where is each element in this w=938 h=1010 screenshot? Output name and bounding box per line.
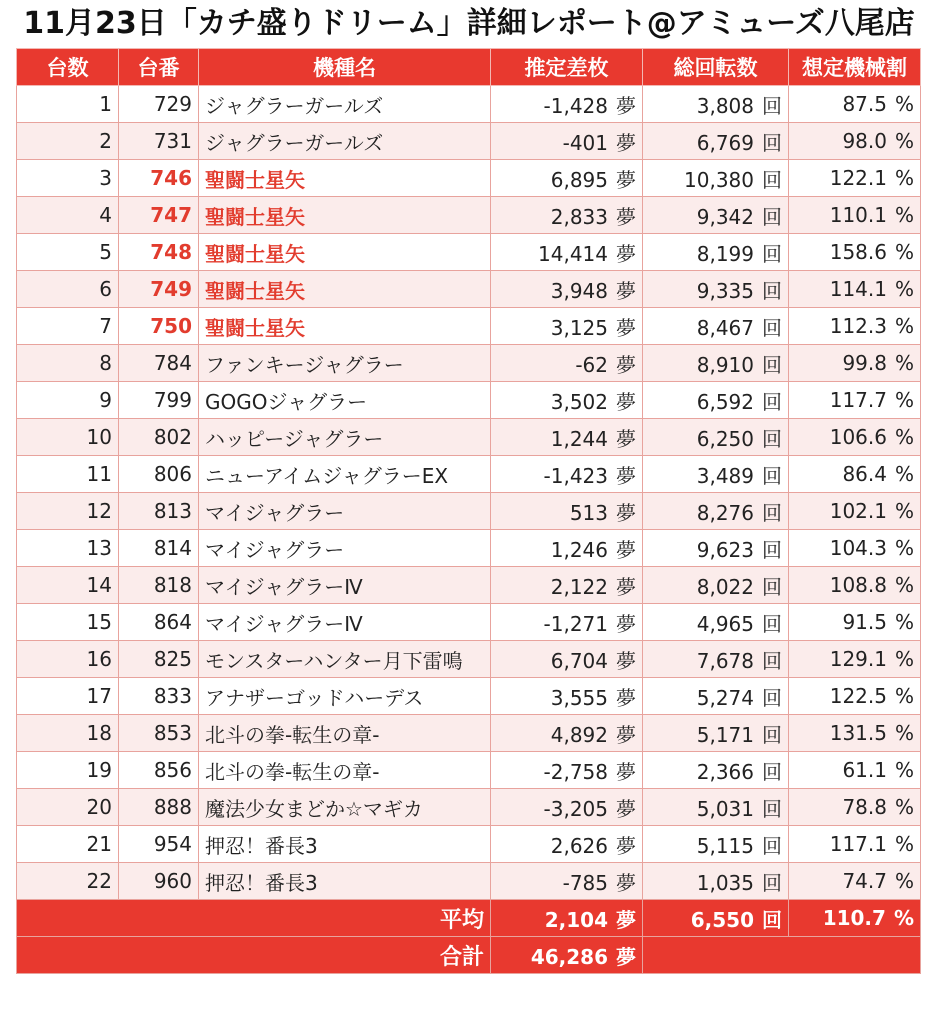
table-row <box>17 123 921 160</box>
cell-model-name: ジャグラーガールズ <box>199 123 491 160</box>
cell-model-name: GOGOジャグラー <box>199 382 491 419</box>
cell-payout-rate: 78.8 % <box>789 789 921 826</box>
cell-total-spins: 5,171 回 <box>643 715 789 752</box>
cell-estimated-diff: 3,948 夢 <box>491 271 643 308</box>
cell-count: 1 <box>17 86 119 123</box>
cell-payout-rate: 122.5 % <box>789 678 921 715</box>
cell-model-name: マイジャグラーⅣ <box>199 604 491 641</box>
cell-payout-rate: 104.3 % <box>789 530 921 567</box>
table-row <box>17 271 921 308</box>
cell-machine-no: 833 <box>119 678 199 715</box>
cell-model-name: 魔法少女まどか☆マギカ <box>199 789 491 826</box>
cell-payout-rate: 117.7 % <box>789 382 921 419</box>
cell-count: 7 <box>17 308 119 345</box>
cell-count: 20 <box>17 789 119 826</box>
table-row <box>17 197 921 234</box>
cell-count: 17 <box>17 678 119 715</box>
cell-total-spins: 8,199 回 <box>643 234 789 271</box>
average-row <box>17 900 921 937</box>
cell-model-name: 聖闘士星矢 <box>199 234 491 271</box>
cell-model-name: マイジャグラーⅣ <box>199 567 491 604</box>
cell-estimated-diff: -1,271 夢 <box>491 604 643 641</box>
col-header-estimated-diff: 推定差枚 <box>491 49 643 86</box>
cell-estimated-diff: -785 夢 <box>491 863 643 900</box>
cell-payout-rate: 87.5 % <box>789 86 921 123</box>
cell-machine-no: 814 <box>119 530 199 567</box>
average-rate: 110.7 % <box>789 900 921 937</box>
cell-total-spins: 9,335 回 <box>643 271 789 308</box>
cell-estimated-diff: -401 夢 <box>491 123 643 160</box>
table-row <box>17 604 921 641</box>
cell-count: 10 <box>17 419 119 456</box>
cell-payout-rate: 117.1 % <box>789 826 921 863</box>
cell-total-spins: 5,031 回 <box>643 789 789 826</box>
table-row <box>17 419 921 456</box>
cell-machine-no: 731 <box>119 123 199 160</box>
cell-total-spins: 10,380 回 <box>643 160 789 197</box>
cell-count: 13 <box>17 530 119 567</box>
total-diff: 46,286 夢 <box>491 937 643 974</box>
cell-payout-rate: 91.5 % <box>789 604 921 641</box>
cell-total-spins: 9,623 回 <box>643 530 789 567</box>
cell-model-name: 押忍！番長3 <box>199 863 491 900</box>
cell-estimated-diff: -3,205 夢 <box>491 789 643 826</box>
cell-count: 18 <box>17 715 119 752</box>
table-row <box>17 567 921 604</box>
cell-total-spins: 5,115 回 <box>643 826 789 863</box>
table-row <box>17 641 921 678</box>
cell-estimated-diff: -62 夢 <box>491 345 643 382</box>
cell-count: 8 <box>17 345 119 382</box>
cell-total-spins: 8,467 回 <box>643 308 789 345</box>
cell-estimated-diff: 3,125 夢 <box>491 308 643 345</box>
cell-model-name: 北斗の拳-転生の章- <box>199 752 491 789</box>
cell-machine-no: 799 <box>119 382 199 419</box>
cell-payout-rate: 158.6 % <box>789 234 921 271</box>
report-table <box>16 48 921 974</box>
cell-machine-no: 746 <box>119 160 199 197</box>
cell-model-name: 聖闘士星矢 <box>199 308 491 345</box>
table-row <box>17 715 921 752</box>
cell-model-name: マイジャグラー <box>199 530 491 567</box>
cell-estimated-diff: 513 夢 <box>491 493 643 530</box>
cell-estimated-diff: 3,555 夢 <box>491 678 643 715</box>
cell-count: 14 <box>17 567 119 604</box>
cell-total-spins: 6,592 回 <box>643 382 789 419</box>
table-row <box>17 530 921 567</box>
cell-payout-rate: 108.8 % <box>789 567 921 604</box>
table-row <box>17 678 921 715</box>
cell-total-spins: 8,910 回 <box>643 345 789 382</box>
report-title: 11月23日「カチ盛りドリーム」詳細レポート@アミューズ八尾店 <box>23 6 915 41</box>
cell-total-spins: 4,965 回 <box>643 604 789 641</box>
cell-model-name: モンスターハンター月下雷鳴 <box>199 641 491 678</box>
table-row <box>17 493 921 530</box>
cell-model-name: 北斗の拳-転生の章- <box>199 715 491 752</box>
cell-payout-rate: 114.1 % <box>789 271 921 308</box>
table-body <box>17 86 921 900</box>
col-header-count: 台数 <box>17 49 119 86</box>
cell-machine-no: 864 <box>119 604 199 641</box>
cell-machine-no: 818 <box>119 567 199 604</box>
total-label: 合計 <box>17 937 491 974</box>
cell-estimated-diff: -1,423 夢 <box>491 456 643 493</box>
col-header-total-spins: 総回転数 <box>643 49 789 86</box>
cell-estimated-diff: 1,244 夢 <box>491 419 643 456</box>
cell-machine-no: 802 <box>119 419 199 456</box>
cell-count: 9 <box>17 382 119 419</box>
table-row <box>17 863 921 900</box>
cell-machine-no: 747 <box>119 197 199 234</box>
cell-machine-no: 729 <box>119 86 199 123</box>
cell-machine-no: 856 <box>119 752 199 789</box>
cell-estimated-diff: 14,414 夢 <box>491 234 643 271</box>
col-header-machine-no: 台番 <box>119 49 199 86</box>
table-row <box>17 789 921 826</box>
cell-total-spins: 6,250 回 <box>643 419 789 456</box>
table-row <box>17 382 921 419</box>
cell-machine-no: 825 <box>119 641 199 678</box>
cell-estimated-diff: 6,895 夢 <box>491 160 643 197</box>
table-row <box>17 308 921 345</box>
cell-count: 21 <box>17 826 119 863</box>
col-header-payout-rate: 想定機械割 <box>789 49 921 86</box>
cell-model-name: アナザーゴッドハーデス <box>199 678 491 715</box>
cell-payout-rate: 99.8 % <box>789 345 921 382</box>
cell-estimated-diff: -1,428 夢 <box>491 86 643 123</box>
cell-total-spins: 3,808 回 <box>643 86 789 123</box>
cell-total-spins: 7,678 回 <box>643 641 789 678</box>
table-row <box>17 456 921 493</box>
cell-model-name: 聖闘士星矢 <box>199 197 491 234</box>
cell-total-spins: 2,366 回 <box>643 752 789 789</box>
cell-total-spins: 6,769 回 <box>643 123 789 160</box>
cell-count: 5 <box>17 234 119 271</box>
cell-machine-no: 960 <box>119 863 199 900</box>
cell-machine-no: 954 <box>119 826 199 863</box>
average-spins: 6,550 回 <box>643 900 789 937</box>
cell-total-spins: 9,342 回 <box>643 197 789 234</box>
cell-estimated-diff: -2,758 夢 <box>491 752 643 789</box>
cell-payout-rate: 122.1 % <box>789 160 921 197</box>
cell-estimated-diff: 4,892 夢 <box>491 715 643 752</box>
cell-model-name: ファンキージャグラー <box>199 345 491 382</box>
cell-estimated-diff: 2,626 夢 <box>491 826 643 863</box>
average-diff: 2,104 夢 <box>491 900 643 937</box>
cell-machine-no: 749 <box>119 271 199 308</box>
cell-model-name: 聖闘士星矢 <box>199 160 491 197</box>
cell-count: 19 <box>17 752 119 789</box>
total-row <box>17 937 921 974</box>
cell-count: 12 <box>17 493 119 530</box>
cell-model-name: 聖闘士星矢 <box>199 271 491 308</box>
cell-estimated-diff: 6,704 夢 <box>491 641 643 678</box>
cell-machine-no: 806 <box>119 456 199 493</box>
table-row <box>17 345 921 382</box>
cell-total-spins: 1,035 回 <box>643 863 789 900</box>
cell-estimated-diff: 1,246 夢 <box>491 530 643 567</box>
cell-machine-no: 853 <box>119 715 199 752</box>
table-row <box>17 160 921 197</box>
cell-machine-no: 784 <box>119 345 199 382</box>
cell-estimated-diff: 2,833 夢 <box>491 197 643 234</box>
average-label: 平均 <box>17 900 491 937</box>
cell-payout-rate: 112.3 % <box>789 308 921 345</box>
cell-payout-rate: 74.7 % <box>789 863 921 900</box>
cell-total-spins: 3,489 回 <box>643 456 789 493</box>
cell-payout-rate: 61.1 % <box>789 752 921 789</box>
cell-machine-no: 748 <box>119 234 199 271</box>
cell-machine-no: 888 <box>119 789 199 826</box>
cell-count: 3 <box>17 160 119 197</box>
cell-payout-rate: 110.1 % <box>789 197 921 234</box>
cell-model-name: ニューアイムジャグラーEX <box>199 456 491 493</box>
table-row <box>17 752 921 789</box>
table-row <box>17 234 921 271</box>
cell-machine-no: 813 <box>119 493 199 530</box>
cell-payout-rate: 102.1 % <box>789 493 921 530</box>
cell-estimated-diff: 3,502 夢 <box>491 382 643 419</box>
cell-total-spins: 8,022 回 <box>643 567 789 604</box>
table-row <box>17 826 921 863</box>
cell-model-name: ジャグラーガールズ <box>199 86 491 123</box>
cell-count: 2 <box>17 123 119 160</box>
cell-count: 6 <box>17 271 119 308</box>
cell-model-name: マイジャグラー <box>199 493 491 530</box>
cell-count: 22 <box>17 863 119 900</box>
cell-count: 4 <box>17 197 119 234</box>
col-header-model-name: 機種名 <box>199 49 491 86</box>
cell-payout-rate: 106.6 % <box>789 419 921 456</box>
cell-total-spins: 8,276 回 <box>643 493 789 530</box>
cell-count: 16 <box>17 641 119 678</box>
table-row <box>17 86 921 123</box>
cell-machine-no: 750 <box>119 308 199 345</box>
cell-estimated-diff: 2,122 夢 <box>491 567 643 604</box>
cell-payout-rate: 131.5 % <box>789 715 921 752</box>
cell-payout-rate: 98.0 % <box>789 123 921 160</box>
total-empty <box>643 937 921 974</box>
cell-payout-rate: 129.1 % <box>789 641 921 678</box>
cell-count: 15 <box>17 604 119 641</box>
cell-payout-rate: 86.4 % <box>789 456 921 493</box>
cell-model-name: 押忍！番長3 <box>199 826 491 863</box>
header-row <box>17 49 921 86</box>
cell-model-name: ハッピージャグラー <box>199 419 491 456</box>
cell-count: 11 <box>17 456 119 493</box>
cell-total-spins: 5,274 回 <box>643 678 789 715</box>
